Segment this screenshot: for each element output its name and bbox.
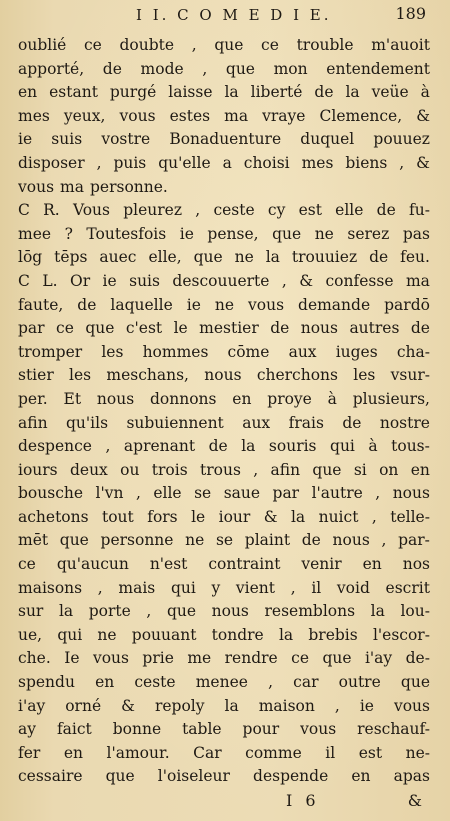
text-line: lōg tēps auec elle, que ne la trouuiez de feu. xyxy=(18,248,430,267)
catchword: & xyxy=(407,791,422,810)
text-line: fer en l'amour. Car comme il est ne- xyxy=(18,743,430,762)
text-line: C R. Vous pleurez , ceste cy est elle de fu- xyxy=(18,201,430,220)
text-line: ay faict bonne table pour vous reschauf- xyxy=(18,720,430,739)
text-line: faute, de laquelle ie ne vous demande pardō xyxy=(18,295,430,314)
text-line: mes yeux, vous estes ma vraye Clemence, & xyxy=(18,106,430,125)
text-line: despence , aprenant de la souris qui à tous- xyxy=(18,437,430,456)
text-line: i'ay orné & repoly la maison , ie vous xyxy=(18,696,430,715)
text-line: ce qu'aucun n'est contraint venir en nos xyxy=(18,555,430,574)
text-line: spendu en ceste menee , car outre que xyxy=(18,673,430,692)
text-line: ie suis vostre Bonaduenture duquel pouuez xyxy=(18,130,430,149)
text-line: ue, qui ne pouuant tondre la brebis l'escor- xyxy=(18,625,430,644)
text-line: en estant purgé laisse la liberté de la veüe à xyxy=(18,83,430,102)
text-line: oublié ce doubte , que ce trouble m'auoit xyxy=(18,36,430,54)
text-line: stier les meschans, nous cherchons les vsur- xyxy=(18,366,430,385)
body-text xyxy=(18,34,430,789)
text-line: iours deux ou trois trous , afin que si on en xyxy=(18,460,430,479)
page-footer xyxy=(18,789,430,815)
text-line: per. Et nous donnons en proye à plusieurs, xyxy=(18,389,430,408)
text-line: achetons tout fors le iour & la nuict , telle- xyxy=(18,507,430,526)
text-line: bousche l'vn , elle se saue par l'autre , nous xyxy=(18,484,430,503)
text-line: mee ? Toutesfois ie pense, que ne serez pas xyxy=(18,224,430,243)
text-line: C L. Or ie suis descouuerte , & confesse ma xyxy=(18,271,430,290)
text-line: disposer , puis qu'elle a choisi mes biens , & xyxy=(18,153,430,172)
text-line: cessaire que l'oiseleur despende en apas xyxy=(18,767,430,786)
text-line: vous ma personne. xyxy=(18,177,168,196)
text-line: par ce que c'est le mestier de nous autres de xyxy=(18,319,430,338)
text-line: sur la porte , que nous resemblons la lou- xyxy=(18,602,430,621)
text-line: che. Ie vous prie me rendre ce que i'ay de- xyxy=(18,649,430,668)
text-line: tromper les hommes cōme aux iuges cha- xyxy=(18,342,430,361)
text-line: apporté, de mode , que mon entendement xyxy=(18,59,430,78)
running-head xyxy=(18,2,430,32)
text-line: afin qu'ils subuiennent aux frais de nostre xyxy=(18,413,430,432)
page-number: 189 xyxy=(395,4,426,23)
signature-mark: I 6 xyxy=(286,791,320,810)
text-line: maisons , mais qui y vient , il void escrit xyxy=(18,578,430,597)
text-line: mēt que personne ne se plaint de nous , par- xyxy=(18,531,430,550)
running-title: I I. C O M E D I E. xyxy=(136,6,332,24)
